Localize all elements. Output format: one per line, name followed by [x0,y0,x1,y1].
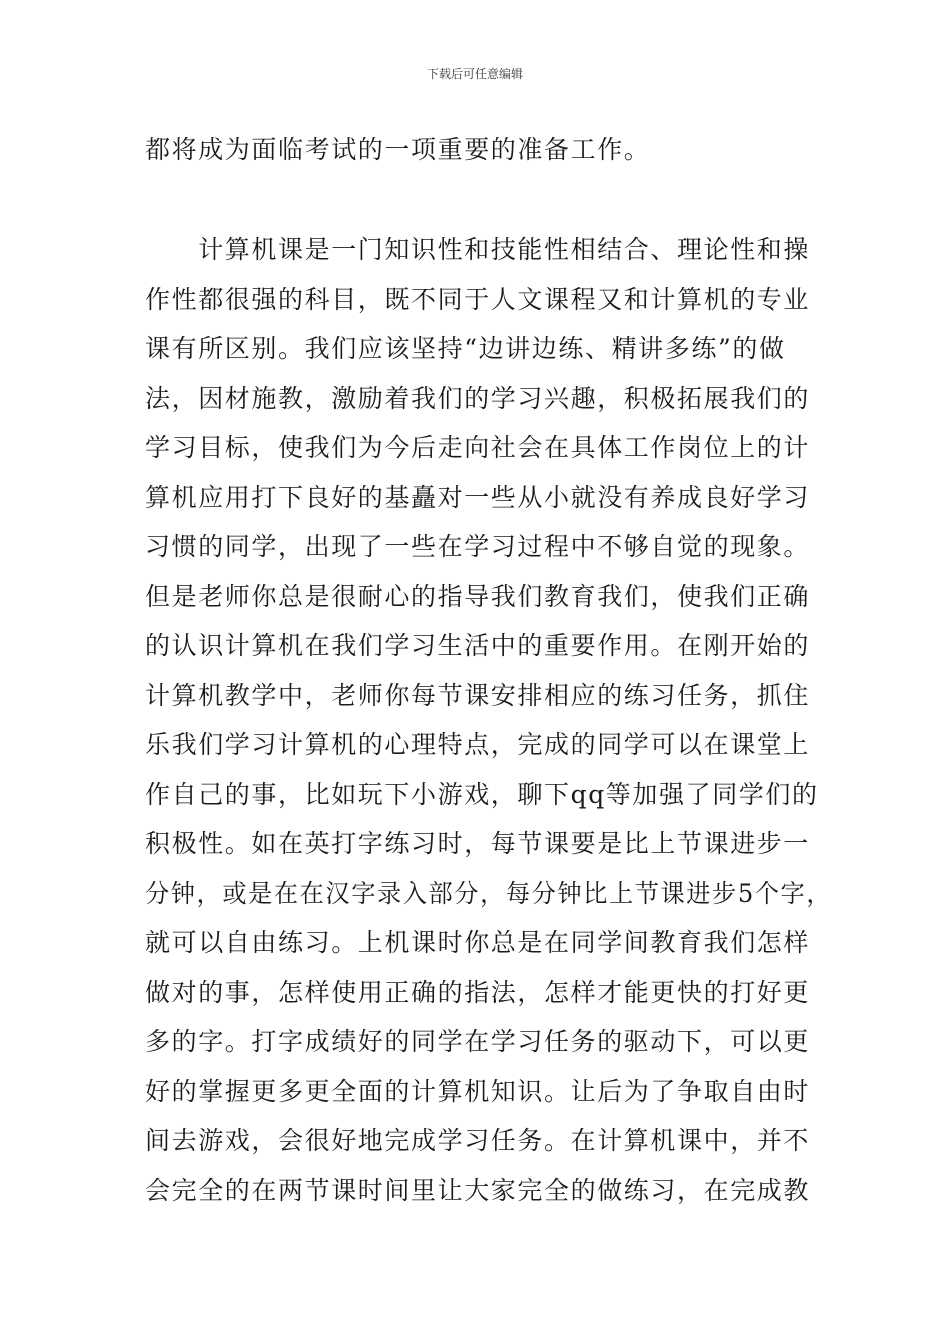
body-line: 习惯的同学，出现了一些在学习过程中不够自觉的现象。 [145,532,811,561]
body-line: 作自己的事，比如玩下小游戏，聊下qq等加强了同学们的 [145,780,819,809]
body-line: 间去游戏，会很好地完成学习任务。在计算机课中，并不 [145,1126,811,1155]
body-line: 计算机教学中，老师你每节课安排相应的练习任务，抓住 [145,681,811,710]
body-line: 都将成为面临考试的一项重要的准备工作。 [145,135,651,164]
body-line: 计算机课是一门知识性和技能性相结合、理论性和操 [145,235,811,264]
body-line: 的认识计算机在我们学习生活中的重要作用。在刚开始的 [145,631,811,660]
body-line: 课有所区别。我们应该坚持“边讲边练、精讲多练”的做 [145,334,786,363]
page-header: 下载后可任意编辑 [426,67,523,81]
body-line: 作性都很强的科目，既不同于人文课程又和计算机的专业 [145,285,811,314]
body-line: 但是老师你总是很耐心的指导我们教育我们，使我们正确 [145,582,811,611]
body-line: 学习目标，使我们为今后走向社会在具体工作岗位上的计 [145,433,811,462]
body-line: 乐我们学习计算机的心理特点，完成的同学可以在课堂上 [145,730,811,759]
body-line: 会完全的在两节课时间里让大家完全的做练习，在完成教 [145,1176,811,1205]
body-line: 好的掌握更多更全面的计算机知识。让后为了争取自由时 [145,1077,811,1106]
body-line: 法，因材施教，激励着我们的学习兴趣，积极拓展我们的 [145,384,811,413]
body-line: 多的字。打字成绩好的同学在学习任务的驱动下，可以更 [145,1027,811,1056]
body-line: 做对的事，怎样使用正确的指法，怎样才能更快的打好更 [145,978,811,1007]
body-line: 分钟，或是在在汉字录入部分，每分钟比上节课进步5个字， [145,879,833,908]
body-line: 算机应用打下良好的基矗对一些从小就没有养成良好学习 [145,483,811,512]
body-line: 就可以自由练习。上机课时你总是在同学间教育我们怎样 [145,928,811,957]
body-line: 积极性。如在英打字练习时，每节课要是比上节课进步一 [145,829,811,858]
